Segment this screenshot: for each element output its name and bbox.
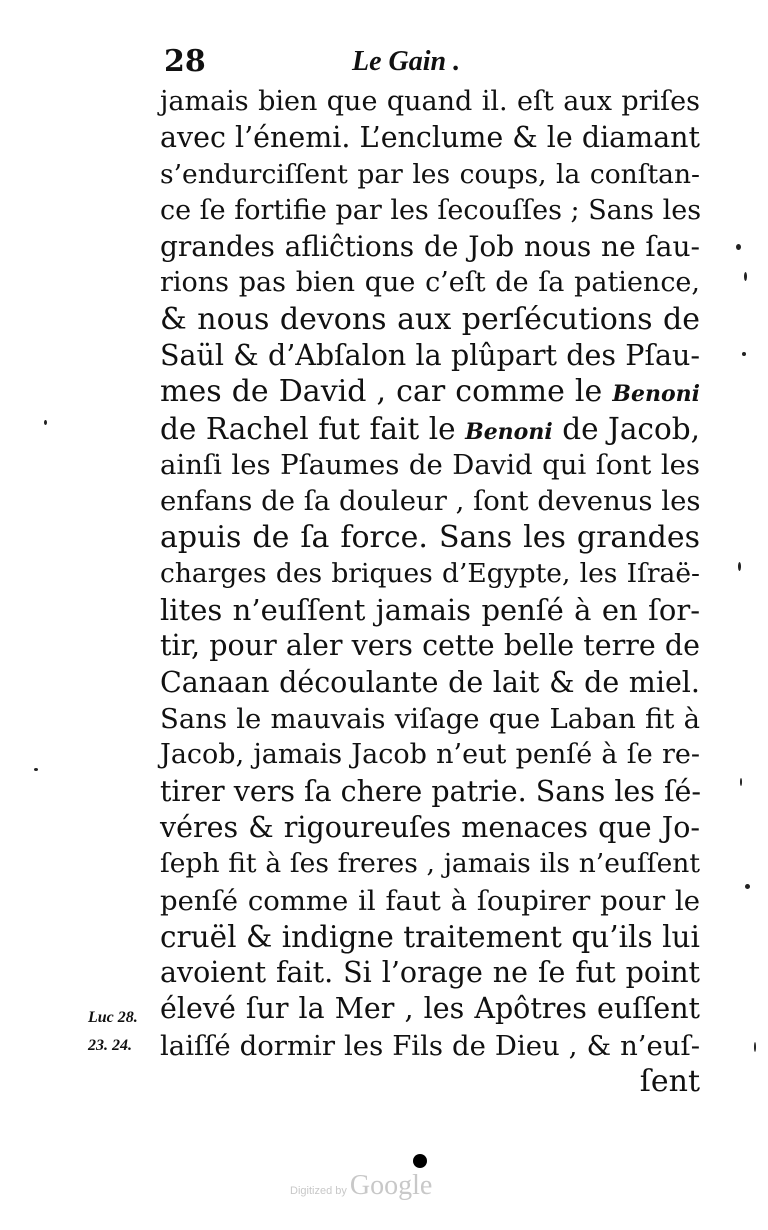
text-segment: cruël & indigne traitement qu’ils lui xyxy=(160,919,700,954)
watermark-prefix: Digitized by xyxy=(290,1185,347,1197)
page-header xyxy=(160,42,700,82)
text-segment: grandes afliĉtions de Job nous ne ſau- xyxy=(160,230,700,264)
italic-word: Benoni xyxy=(465,418,553,445)
text-line xyxy=(160,483,700,519)
page-footer xyxy=(0,1150,768,1210)
text-segment: laiſſé dormir les Fils de Dieu , & n’euſ- xyxy=(160,1029,700,1062)
text-line xyxy=(160,883,700,919)
text-segment: véres & rigoureuſes menaces que Jo- xyxy=(160,810,700,844)
text-segment: penſé comme il faut à ſoupirer pour le xyxy=(160,884,700,917)
text-segment: ce ſe fortifie par les ſecouſſes ; Sans les xyxy=(160,194,702,226)
text-line xyxy=(160,338,700,374)
text-segment: de Rachel fut fait le xyxy=(160,411,466,446)
text-segment: s’endurciſſent par les coups, la conſtan- xyxy=(160,158,700,190)
text-segment: ainſi les Pſaumes de David qui ſont les xyxy=(160,448,700,481)
text-segment: jamais bien que quand il. eſt aux priſes xyxy=(160,86,700,117)
text-segment: lites n’euſſent jamais penſé à en ſor- xyxy=(160,593,700,628)
text-line xyxy=(160,774,700,810)
scan-speck xyxy=(745,884,750,889)
running-head: Le Gain . xyxy=(352,46,461,77)
text-segment: tirer vers ſa chere patrie. Sans les ſé- xyxy=(160,774,702,808)
scan-speck xyxy=(44,420,47,425)
scan-speck xyxy=(744,272,747,281)
text-segment: avec l’énemi. L’enclume & le diamant xyxy=(160,121,700,155)
text-segment: de Jacob, xyxy=(552,411,700,446)
watermark-brand: Google xyxy=(349,1170,433,1201)
scan-speck xyxy=(738,562,741,571)
text-line xyxy=(160,157,700,193)
text-line xyxy=(160,592,700,628)
scan-speck xyxy=(754,1042,756,1052)
scan-speck xyxy=(740,778,742,786)
text-line xyxy=(160,120,700,156)
text-segment: ſent xyxy=(639,1064,700,1100)
text-line xyxy=(160,955,700,991)
margin-note-reference: Luc 28. xyxy=(88,1009,138,1026)
text-line xyxy=(160,846,700,882)
text-line xyxy=(160,265,700,301)
body-text xyxy=(160,84,700,1100)
text-line xyxy=(160,411,700,447)
text-line xyxy=(160,737,700,773)
text-segment: mes de David , car comme le xyxy=(160,374,613,410)
text-segment: apuis de ſa force. Sans les grandes xyxy=(160,519,700,555)
text-segment: Jacob, jamais Jacob n’eut penſé à ſe re- xyxy=(160,739,700,771)
text-line xyxy=(160,991,700,1027)
text-segment: élevé ſur la Mer , les Apôtres euſſent xyxy=(160,992,700,1026)
text-line xyxy=(160,229,700,265)
text-line xyxy=(160,1064,700,1100)
margin-note-verses: 23. 24. xyxy=(88,1037,132,1054)
text-segment: ſeph fit à ſes freres , jamais ils n’euſſent xyxy=(160,848,700,880)
text-line xyxy=(160,193,700,229)
text-segment: charges des briques d’Egypte, les Iſraë- xyxy=(160,557,700,589)
text-line xyxy=(160,810,700,846)
scan-speck xyxy=(742,352,746,356)
text-segment: rions pas bien que c’eſt de ſa patience, xyxy=(160,267,700,299)
page-number: 28 xyxy=(164,44,206,79)
text-segment: enfans de ſa douleur , ſont devenus les xyxy=(160,485,701,518)
scan-speck xyxy=(34,768,38,771)
text-segment: Canaan découlante de lait & de miel. xyxy=(160,665,700,699)
text-segment: & nous devons aux perſécutions de xyxy=(160,301,700,337)
text-line xyxy=(160,520,700,556)
text-line xyxy=(160,84,700,120)
italic-word: Benoni xyxy=(612,381,700,408)
text-line xyxy=(160,302,700,338)
ink-dot xyxy=(413,1154,427,1168)
text-line xyxy=(160,556,700,592)
text-segment: Saül & d’Abſalon la plûpart des Pſau- xyxy=(160,339,700,373)
scan-speck xyxy=(736,244,741,250)
text-line xyxy=(160,701,700,737)
text-line xyxy=(160,628,700,664)
text-segment: Sans le mauvais viſage que Laban fit à xyxy=(160,703,700,736)
digitized-watermark xyxy=(290,1170,432,1202)
text-line xyxy=(160,1028,700,1064)
text-line xyxy=(160,374,700,410)
text-line xyxy=(160,447,700,483)
text-line xyxy=(160,665,700,701)
text-segment: avoient fait. Si l’orage ne ſe fut point xyxy=(160,956,700,990)
text-line xyxy=(160,919,700,955)
text-segment: tir, pour aler vers cette belle terre de xyxy=(160,629,700,663)
